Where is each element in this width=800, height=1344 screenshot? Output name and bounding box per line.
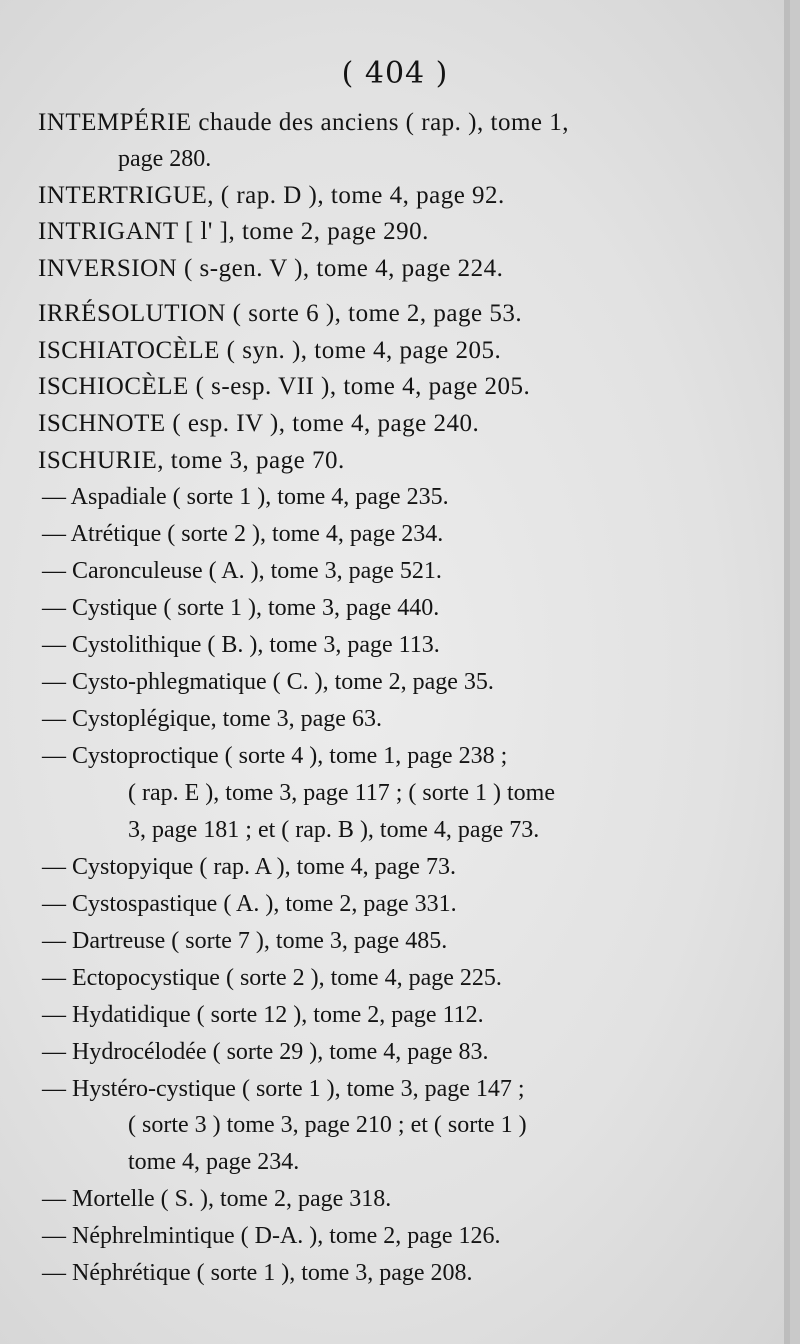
index-line: — Néphrelmintique ( D-A. ), tome 2, page 126.	[42, 1223, 501, 1249]
index-line: INVERSION ( s-gen. V ), tome 4, page 224.	[38, 255, 504, 282]
index-line: ISCHNOTE ( esp. IV ), tome 4, page 240.	[38, 410, 480, 437]
index-line: — Atrétique ( sorte 2 ), tome 4, page 234.	[42, 521, 444, 547]
index-line: INTEMPÉRIE chaude des anciens ( rap. ), tome 1,	[38, 109, 569, 136]
index-line: page 280.	[118, 146, 212, 172]
index-line: — Cystolithique ( B. ), tome 3, page 113.	[42, 632, 440, 658]
index-line: IRRÉSOLUTION ( sorte 6 ), tome 2, page 53.	[38, 300, 523, 327]
index-line: tome 4, page 234.	[128, 1149, 300, 1175]
index-line: — Cystospastique ( A. ), tome 2, page 331.	[42, 891, 457, 917]
index-line: — Néphrétique ( sorte 1 ), tome 3, page 208.	[42, 1260, 473, 1286]
index-line: — Cystopyique ( rap. A ), tome 4, page 73.	[42, 854, 456, 880]
index-line: ( rap. E ), tome 3, page 117 ; ( sorte 1 ) tome	[128, 780, 555, 806]
index-line: — Cystique ( sorte 1 ), tome 3, page 440.	[42, 595, 440, 621]
index-line: — Ectopocystique ( sorte 2 ), tome 4, page 225.	[42, 965, 502, 991]
index-line: — Hystéro-cystique ( sorte 1 ), tome 3, page 147 ;	[42, 1076, 525, 1102]
page-number: ( 404 )	[341, 56, 449, 91]
index-line: ( sorte 3 ) tome 3, page 210 ; et ( sorte 1 )	[128, 1112, 527, 1138]
index-line: — Mortelle ( S. ), tome 2, page 318.	[42, 1186, 392, 1212]
index-line: INTRIGANT [ l' ], tome 2, page 290.	[38, 218, 429, 245]
index-line: — Hydrocélodée ( sorte 29 ), tome 4, page 83.	[42, 1039, 489, 1065]
index-line: — Aspadiale ( sorte 1 ), tome 4, page 235.	[42, 484, 449, 510]
index-line: — Cystoplégique, tome 3, page 63.	[42, 706, 382, 732]
index-line: — Caronculeuse ( A. ), tome 3, page 521.	[42, 558, 442, 584]
index-line: INTERTRIGUE, ( rap. D ), tome 4, page 92.	[38, 182, 505, 209]
index-line: ISCHURIE, tome 3, page 70.	[38, 447, 345, 474]
index-line: — Hydatidique ( sorte 12 ), tome 2, page 112.	[42, 1002, 484, 1028]
index-line: ISCHIOCÈLE ( s-esp. VII ), tome 4, page 205.	[38, 373, 531, 400]
index-line: ISCHIATOCÈLE ( syn. ), tome 4, page 205.	[38, 337, 502, 364]
index-line: — Dartreuse ( sorte 7 ), tome 3, page 485.	[42, 928, 448, 954]
index-line: 3, page 181 ; et ( rap. B ), tome 4, page 73.	[128, 817, 540, 843]
index-line: — Cysto-phlegmatique ( C. ), tome 2, page 35.	[42, 669, 494, 695]
index-line: — Cystoproctique ( sorte 4 ), tome 1, page 238 ;	[42, 743, 508, 769]
